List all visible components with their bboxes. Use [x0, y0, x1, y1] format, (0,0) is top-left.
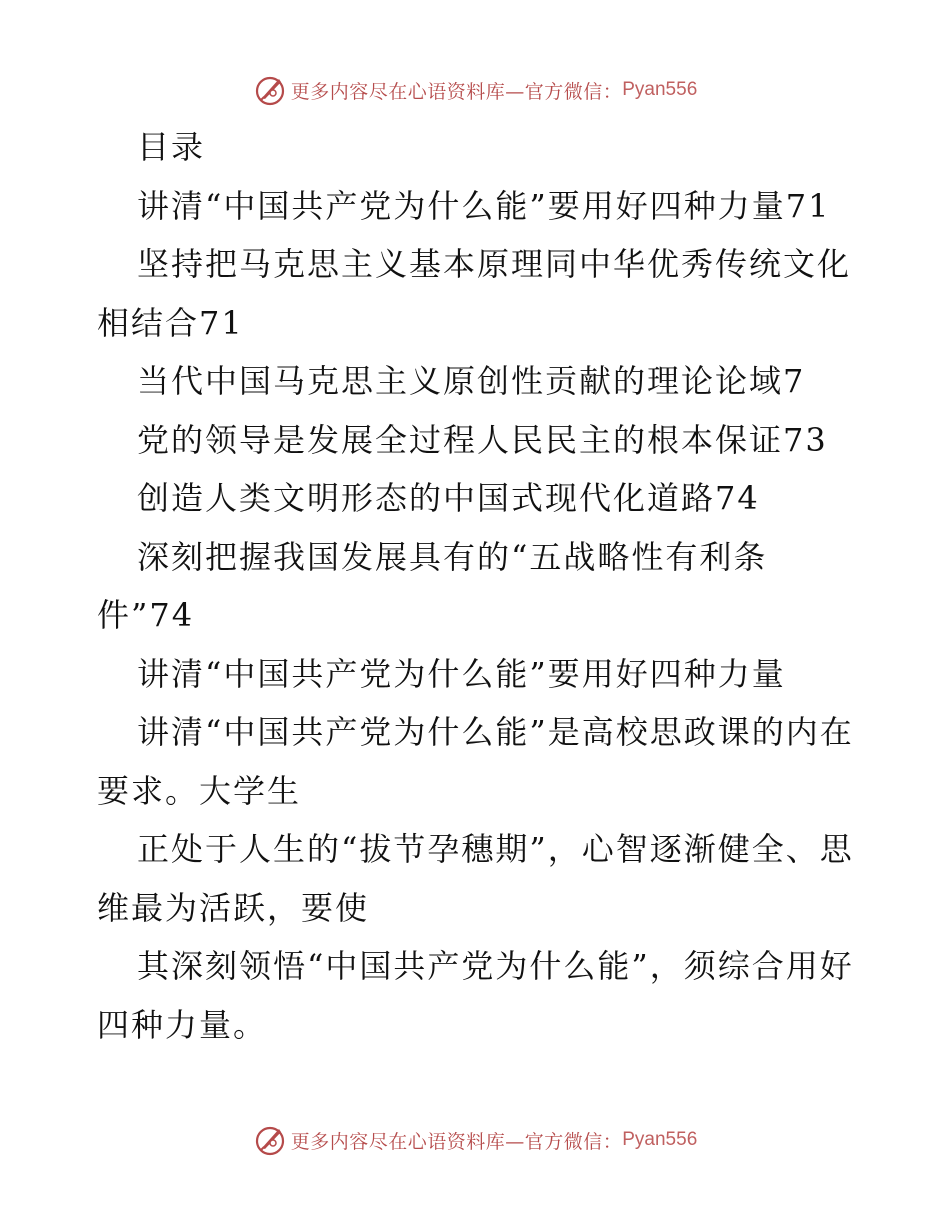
toc-entry: 讲清“中国共产党为什么能”要用好四种力量71 [137, 186, 831, 225]
quill-pen-logo-icon [253, 1123, 287, 1157]
toc-entry: 创造人类文明形态的中国式现代化道路74 [137, 479, 760, 517]
watermark-site-text: 更多内容尽在心语资料库—官方微信： [290, 1130, 623, 1153]
toc-entry: 坚持把马克思主义基本原理同中华优秀传统文化相结合71 [97, 245, 852, 342]
footer-watermark [0, 1120, 950, 1160]
quill-pen-logo-icon [253, 73, 287, 107]
watermark-wechat-id: Pyan556 [622, 79, 698, 100]
document-body [97, 118, 857, 1054]
body-paragraph: 讲清“中国共产党为什么能”是高校思政课的内在要求。大学生 [97, 713, 854, 810]
toc-entry: 深刻把握我国发展具有的“五战略性有利条件”74 [97, 537, 768, 634]
toc-heading: 目录 [137, 128, 206, 166]
watermark-site-text: 更多内容尽在心语资料库—官方微信： [290, 80, 623, 103]
toc-entry: 党的领导是发展全过程人民民主的根本保证73 [137, 420, 828, 459]
body-paragraph: 其深刻领悟“中国共产党为什么能”，须综合用好四种力量。 [97, 947, 854, 1044]
watermark-wechat-id: Pyan556 [622, 1129, 698, 1150]
section-title: 讲清“中国共产党为什么能”要用好四种力量 [137, 654, 786, 693]
body-paragraph: 正处于人生的“拔节孕穗期”，心智逐渐健全、思维最为活跃，要使 [97, 830, 854, 927]
toc-entry: 当代中国马克思主义原创性贡献的理论论域7 [137, 362, 806, 400]
header-watermark [0, 70, 950, 110]
